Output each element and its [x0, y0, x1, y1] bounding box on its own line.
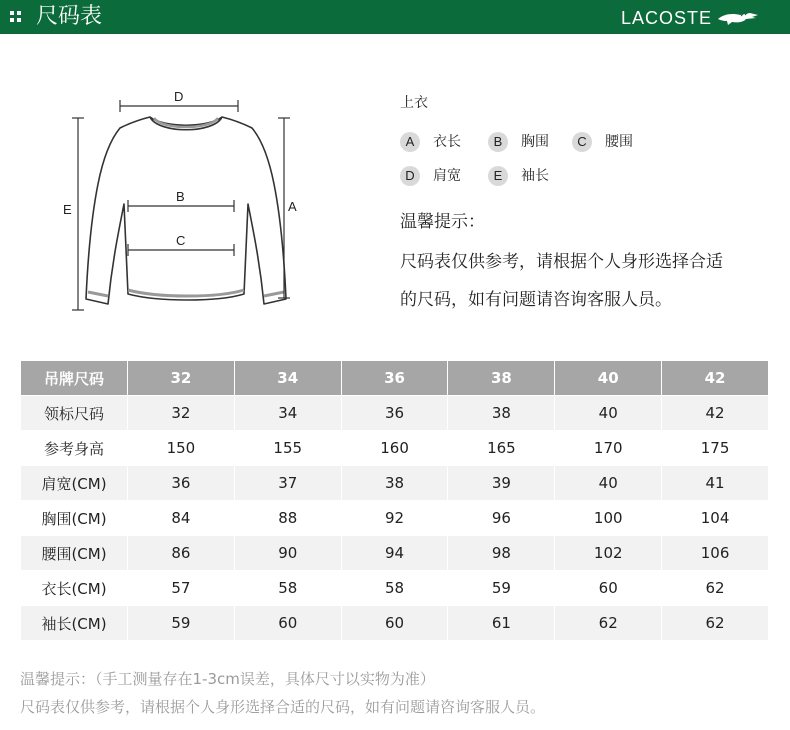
- table-cell: 92: [341, 501, 448, 536]
- tip-heading: 温馨提示：: [400, 212, 485, 232]
- table-cell: 90: [234, 536, 341, 571]
- row-label: 腰围(CM): [21, 536, 128, 571]
- footer-note-1: 温馨提示：（手工测量存在1-3cm误差，具体尺寸以实物为准）: [20, 670, 435, 688]
- table-cell: 94: [341, 536, 448, 571]
- page-title: 尺码表: [36, 4, 103, 29]
- table-cell: 62: [662, 571, 769, 606]
- legend-section-title: 上衣: [400, 95, 428, 111]
- table-cell: 42: [662, 396, 769, 431]
- table-cell: 96: [448, 501, 555, 536]
- table-cell: 104: [662, 501, 769, 536]
- table-cell: 88: [234, 501, 341, 536]
- footer-note-2: 尺码表仅供参考，请根据个人身形选择合适的尺码，如有问题请咨询客服人员。: [20, 698, 546, 716]
- table-row: [21, 466, 769, 501]
- legend-badge: B: [488, 132, 508, 152]
- table-cell: 60: [234, 606, 341, 641]
- row-label: 领标尺码: [21, 396, 128, 431]
- table-cell: 170: [555, 431, 662, 466]
- table-cell: 84: [128, 501, 235, 536]
- table-cell: 61: [448, 606, 555, 641]
- header-bar: [0, 0, 790, 34]
- table-cell: 37: [234, 466, 341, 501]
- legend-row-2: [400, 164, 780, 188]
- legend-item-label: 腰围: [605, 134, 633, 150]
- table-cell: 62: [555, 606, 662, 641]
- row-label: 袖长(CM): [21, 606, 128, 641]
- table-cell: 160: [341, 431, 448, 466]
- legend-badge: E: [488, 166, 508, 186]
- table-cell: 38: [448, 396, 555, 431]
- table-cell: 155: [234, 431, 341, 466]
- table-cell: 59: [448, 571, 555, 606]
- table-cell: 165: [448, 431, 555, 466]
- row-label: 胸围(CM): [21, 501, 128, 536]
- legend-item-label: 胸围: [521, 134, 549, 150]
- table-cell: 102: [555, 536, 662, 571]
- table-header-cell: 吊牌尺码: [21, 361, 128, 396]
- table-cell: 32: [128, 396, 235, 431]
- table-cell: 86: [128, 536, 235, 571]
- table-cell: 58: [341, 571, 448, 606]
- dimension-label-d: D: [174, 89, 184, 104]
- crocodile-logo-icon: [716, 8, 760, 28]
- legend-badge: D: [400, 166, 420, 186]
- dimension-label-c: C: [176, 233, 186, 248]
- table-cell: 62: [662, 606, 769, 641]
- measurement-legend: [400, 92, 780, 310]
- table-header-cell: 40: [555, 361, 662, 396]
- table-header-cell: 38: [448, 361, 555, 396]
- legend-row-1: [400, 130, 780, 154]
- brand-logo-text: LACOSTE: [620, 8, 712, 28]
- size-chart-table: [20, 360, 769, 641]
- table-row: [21, 396, 769, 431]
- tip-line-1: 尺码表仅供参考，请根据个人身形选择合适: [400, 252, 723, 272]
- table-cell: 40: [555, 396, 662, 431]
- table-cell: 38: [341, 466, 448, 501]
- sweater-illustration: [86, 117, 286, 304]
- table-cell: 39: [448, 466, 555, 501]
- legend-item-label: 衣长: [433, 134, 461, 150]
- table-cell: 150: [128, 431, 235, 466]
- table-cell: 98: [448, 536, 555, 571]
- table-cell: 41: [662, 466, 769, 501]
- table-row: [21, 431, 769, 466]
- row-label: 衣长(CM): [21, 571, 128, 606]
- legend-badge: C: [572, 132, 592, 152]
- table-header-cell: 32: [128, 361, 235, 396]
- table-cell: 58: [234, 571, 341, 606]
- table-cell: 175: [662, 431, 769, 466]
- table-cell: 34: [234, 396, 341, 431]
- table-cell: 36: [128, 466, 235, 501]
- table-header-cell: 36: [341, 361, 448, 396]
- table-row: [21, 571, 769, 606]
- row-label: 参考身高: [21, 431, 128, 466]
- dimension-label-b: B: [176, 189, 185, 204]
- table-cell: 60: [555, 571, 662, 606]
- table-cell: 57: [128, 571, 235, 606]
- dimension-label-e: E: [63, 202, 72, 217]
- legend-item-label: 袖长: [521, 168, 549, 184]
- table-row: [21, 606, 769, 641]
- table-cell: 40: [555, 466, 662, 501]
- table-cell: 100: [555, 501, 662, 536]
- table-row: [21, 501, 769, 536]
- row-label: 肩宽(CM): [21, 466, 128, 501]
- dimension-label-a: A: [288, 199, 297, 214]
- dimension-e: [72, 118, 84, 310]
- tip-line-2: 的尺码，如有问题请咨询客服人员。: [400, 290, 672, 310]
- table-cell: 36: [341, 396, 448, 431]
- table-cell: 106: [662, 536, 769, 571]
- table-row: [21, 536, 769, 571]
- table-header-cell: 42: [662, 361, 769, 396]
- legend-badge: A: [400, 132, 420, 152]
- grid-icon: [10, 11, 22, 23]
- table-header-cell: 34: [234, 361, 341, 396]
- legend-item-label: 肩宽: [433, 168, 461, 184]
- table-header-row: [21, 361, 769, 396]
- garment-measurement-diagram: [58, 84, 318, 314]
- table-cell: 60: [341, 606, 448, 641]
- table-cell: 59: [128, 606, 235, 641]
